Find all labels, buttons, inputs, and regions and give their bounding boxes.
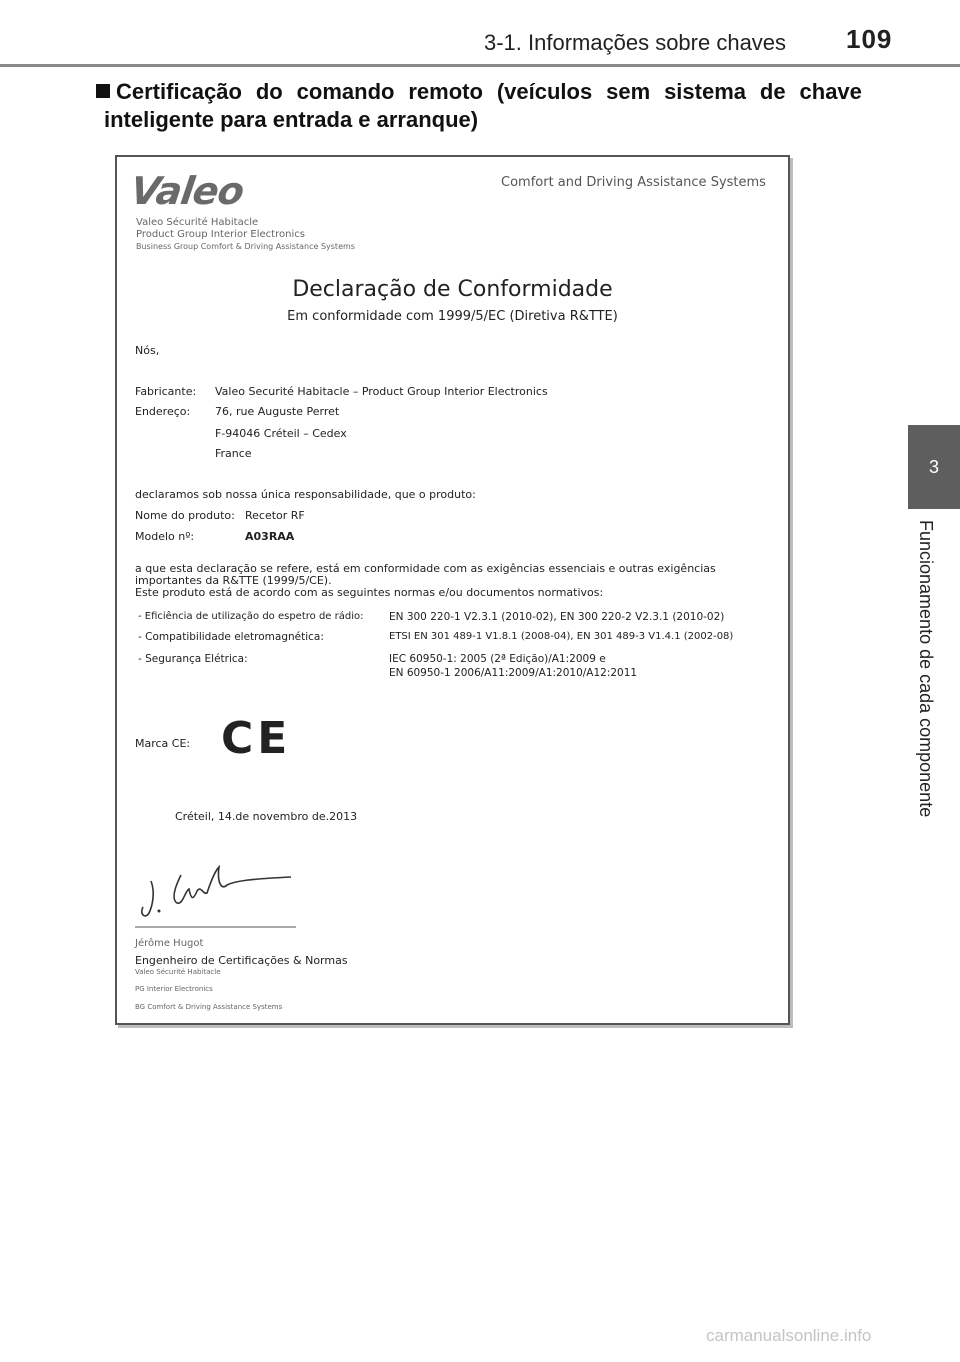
standard-label-2: - Compatibilidade eletromagnética:	[138, 631, 324, 643]
heading-word-6: sem	[606, 79, 651, 104]
org-line-2: Product Group Interior Electronics	[136, 229, 305, 240]
chapter-tab: 3	[908, 425, 960, 509]
header-rule	[0, 64, 960, 67]
ce-mark-icon: CE	[221, 713, 292, 764]
standard-value-3b: EN 60950-1 2006/A11:2009/A1:2010/A12:2011	[389, 667, 638, 679]
signer-name: Jérôme Hugot	[135, 938, 204, 949]
heading-word-4: remoto	[408, 79, 483, 104]
standard-label-1: - Eficiência de utilização do espetro de rádio:	[138, 611, 364, 622]
page-number: 109	[846, 24, 893, 54]
declaration-text: declaramos sob nossa única responsabilidade, que o produto:	[135, 488, 476, 501]
section-heading-line2: inteligente para entrada e arranque)	[104, 107, 479, 132]
place-date: Créteil, 14.de novembro de.2013	[175, 810, 358, 823]
heading-word-8: de	[759, 79, 786, 104]
site-watermark: carmanualsonline.info	[706, 1326, 872, 1345]
heading-word-2: do	[255, 79, 283, 104]
manufacturer-value: Valeo Securité Habitacle – Product Group Interior Electronics	[215, 385, 548, 398]
address-label: Endereço:	[135, 405, 191, 418]
address-line-3: France	[215, 447, 252, 460]
manufacturer-label: Fabricante:	[135, 385, 197, 398]
declaration-title: Declaração de Conformidade	[292, 277, 613, 302]
product-name-value: Recetor RF	[245, 509, 305, 522]
org-line-3: Business Group Comfort & Driving Assistance Systems	[136, 242, 355, 251]
section-heading	[96, 78, 862, 134]
we-text: Nós,	[135, 344, 160, 357]
standard-value-1: EN 300 220-1 V2.3.1 (2010-02), EN 300 220-2 V2.3.1 (2010-02)	[389, 611, 725, 623]
chapter-side-label	[906, 520, 946, 864]
square-bullet-icon	[96, 84, 110, 98]
signer-title: Engenheiro de Certificações & Normas	[135, 954, 348, 967]
section-heading-line1	[96, 78, 862, 106]
conformity-line-1: a que esta declaração se refere, está em conformidade com as exigências essenciais e outras exigências	[135, 562, 716, 575]
heading-word-3: comando	[296, 79, 395, 104]
footer-org-3: BG Comfort & Driving Assistance Systems	[135, 1003, 283, 1011]
chapter-side-label-text: Funcionamento de cada componente	[916, 520, 936, 818]
conformity-line-3: Este produto está de acordo com as seguintes normas e/ou documentos normativos:	[135, 586, 604, 599]
standard-value-3: IEC 60950-1: 2005 (2ª Edição)/A1:2009 e	[389, 653, 606, 665]
model-label: Modelo nº:	[135, 530, 195, 543]
address-line-1: 76, rue Auguste Perret	[215, 405, 340, 418]
heading-word-7: sistema	[664, 79, 747, 104]
conformity-line-2: importantes da R&TTE (1999/5/CE).	[135, 574, 332, 587]
ce-label: Marca CE:	[135, 737, 191, 750]
valeo-logo: Valeo	[127, 169, 247, 213]
org-line-1: Valeo Sécurité Habitacle	[136, 217, 259, 228]
address-line-2: F-94046 Créteil – Cedex	[215, 427, 347, 440]
standard-value-2: ETSI EN 301 489-1 V1.8.1 (2008-04), EN 301 489-3 V1.4.1 (2002-08)	[389, 631, 734, 642]
standard-label-3: - Segurança Elétrica:	[138, 653, 248, 665]
model-value: A03RAA	[245, 530, 295, 543]
footer-org-2: PG Interior Electronics	[135, 985, 213, 993]
declaration-subtitle: Em conformidade com 1999/5/EC (Diretiva R&TTE)	[287, 309, 618, 324]
heading-word-5: (veículos	[496, 79, 593, 104]
product-name-label: Nome do produto:	[135, 509, 235, 522]
running-header-title: 3-1. Informações sobre chaves	[484, 30, 787, 55]
company-tagline: Comfort and Driving Assistance Systems	[501, 175, 766, 190]
signature-icon	[131, 861, 301, 931]
heading-word-1: Certificação	[96, 78, 242, 106]
certificate-image	[115, 155, 790, 1025]
footer-org-1: Valeo Sécurité Habitacle	[135, 968, 221, 976]
heading-word-9: chave	[799, 79, 862, 104]
